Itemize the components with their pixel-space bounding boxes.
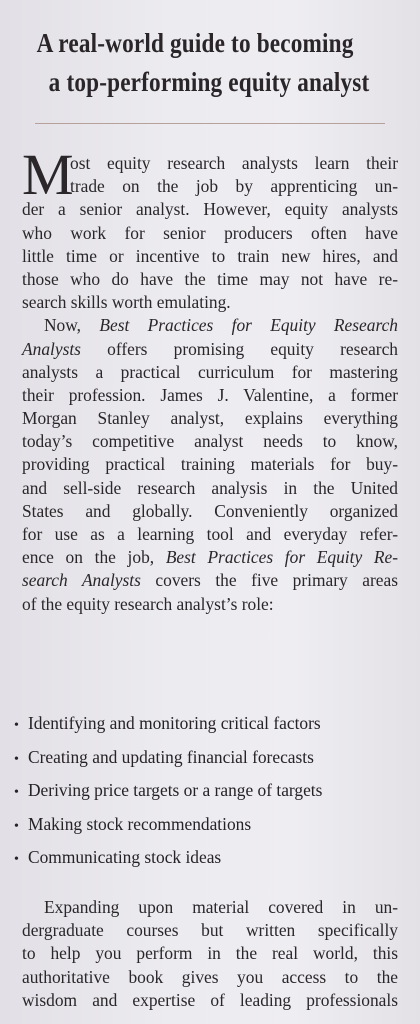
bullet-icon: • (14, 818, 19, 834)
list-item (14, 842, 404, 876)
role-list (14, 708, 404, 876)
para2-line (22, 546, 398, 569)
para3-line: dergraduate courses but written specifically (22, 920, 398, 941)
list-item-label: Making stock recommendations (28, 813, 252, 834)
title-line-1: A real-world guide to becoming (36, 28, 354, 58)
para2-line (22, 338, 398, 361)
para3-line: wisdom and expertise of leading professionals (22, 989, 398, 1010)
divider (35, 123, 385, 124)
list-item (14, 708, 404, 742)
intro-line: those who do have the time may not have re- (22, 268, 398, 289)
para2-text: ence on the job, (22, 547, 166, 568)
para2-line: providing practical training materials for buy- (22, 454, 398, 475)
list-item-label: Identifying and monitoring critical factors (28, 713, 321, 733)
bullet-icon: • (14, 718, 19, 733)
list-item-label: Communicating stock ideas (28, 847, 222, 867)
book-title-italic: Best Practices for Equity Research (99, 315, 398, 336)
list-item (14, 809, 404, 843)
intro-line: der a senior analyst. However, equity analysts (22, 199, 398, 220)
bullet-icon: • (14, 785, 19, 800)
page-title (16, 24, 407, 102)
para3-line: to help you perform in the real world, this (22, 943, 398, 964)
list-item (14, 775, 404, 809)
para2-text: offers promising equity research (80, 338, 398, 359)
para2-line: and sell-side research analysis in the United (22, 477, 398, 498)
para2-text: covers the five primary areas (140, 570, 398, 591)
para2-line: Morgan Stanley analyst, explains everything (22, 408, 398, 429)
book-title-italic: Analysts (22, 338, 81, 359)
drop-cap: M (22, 142, 74, 207)
para2-line (22, 569, 398, 592)
para2-line (22, 314, 398, 337)
list-item-label: Deriving price targets or a range of targets (28, 780, 323, 800)
para2-line: for use as a learning tool and everyday refer- (22, 524, 398, 544)
para3-line: authoritative book gives you access to the (22, 966, 398, 987)
para2-line: analysts a practical curriculum for mastering (22, 361, 398, 382)
closing-paragraph (22, 896, 398, 1012)
book-title-italic: search Analysts (22, 570, 141, 591)
intro-line: search skills worth emulating. (22, 292, 231, 313)
body-paragraphs (22, 142, 398, 616)
bullet-icon: • (14, 751, 19, 767)
para2-line: their profession. James J. Valentine, a former (22, 384, 398, 405)
intro-line: who work for senior producers often have (22, 222, 398, 243)
para3-line: Expanding upon material covered in un- (44, 897, 398, 917)
intro-line: ost equity research analysts learn their (70, 153, 398, 173)
para2-line: of the equity research analyst’s role: (22, 593, 274, 614)
bullet-icon: • (14, 852, 19, 867)
list-item (14, 742, 404, 776)
title-line-2: a top-performing equity analyst (48, 67, 370, 97)
intro-line: trade on the job by apprenticing un- (70, 176, 398, 197)
para2-line: States and globally. Conveniently organized (22, 500, 398, 521)
intro-line: little time or incentive to train new hires, and (22, 245, 398, 266)
list-item-label: Creating and updating financial forecasts (28, 746, 314, 767)
para2-text: Now, (44, 315, 100, 336)
para2-line: today’s competitive analyst needs to know, (22, 431, 398, 452)
book-title-italic: Best Practices for Equity Re- (165, 547, 398, 568)
